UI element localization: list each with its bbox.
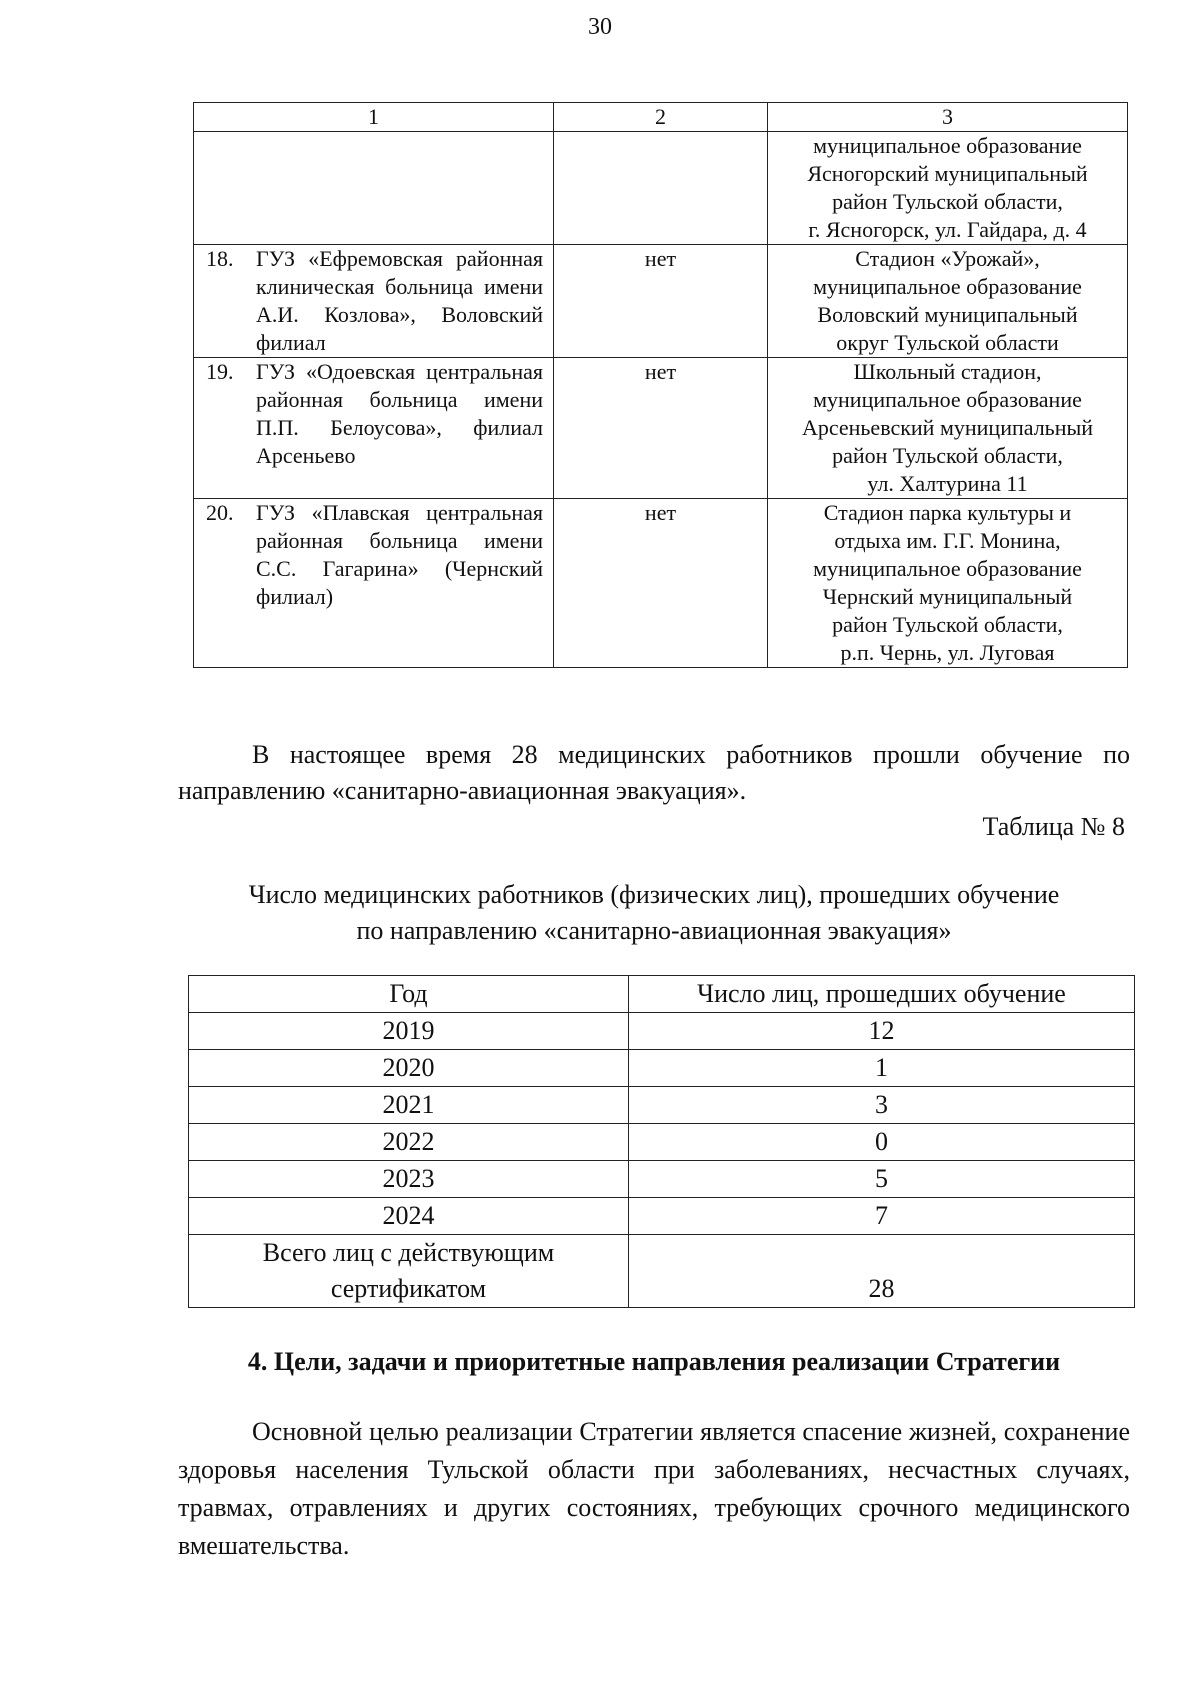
row-number: 18. (206, 246, 234, 271)
table-row (189, 1198, 1135, 1235)
address-line: Воловский муниципальный (817, 302, 1078, 327)
address-line: округ Тульской области (836, 330, 1059, 355)
page-number: 30 (588, 14, 612, 40)
address-line: муниципальное образование (813, 274, 1082, 299)
address-line: р.п. Чернь, ул. Луговая (840, 640, 1055, 665)
organization-name: ГУЗ «Одоевская центральная районная больница имени П.П. Белоусова», филиал Арсеньево (256, 359, 543, 468)
address-line: Школьный стадион, (853, 359, 1042, 384)
total-label-line: Всего лиц с действующим (262, 1238, 555, 1267)
column-header-year: Год (189, 976, 629, 1013)
column-number-2: 2 (554, 103, 768, 132)
count-cell: 7 (629, 1198, 1135, 1235)
total-label-cell (189, 1235, 629, 1308)
table-row (189, 1087, 1135, 1124)
availability-cell: нет (554, 358, 768, 499)
section-heading: 4. Цели, задачи и приоритетные направления реализации Стратегии (247, 1347, 1061, 1376)
table-caption-line: по направлению «санитарно-авиационная эвакуация» (356, 916, 952, 945)
count-cell: 12 (629, 1013, 1135, 1050)
table-header-row (194, 103, 1128, 132)
address-line: Стадион «Урожай», (855, 246, 1040, 271)
address-cell (768, 358, 1128, 499)
address-line: район Тульской области, (832, 189, 1063, 214)
total-count-cell: 28 (629, 1235, 1135, 1308)
address-line: район Тульской области, (832, 612, 1063, 637)
address-line: муниципальное образование (813, 133, 1082, 158)
availability-cell: нет (554, 245, 768, 358)
locations-table-continued (193, 102, 1128, 668)
column-number-3: 3 (768, 103, 1128, 132)
year-cell: 2019 (189, 1013, 629, 1050)
address-cell (768, 132, 1128, 245)
table-row (194, 358, 1128, 499)
table-header-row (189, 976, 1135, 1013)
address-cell (768, 245, 1128, 358)
table-row (194, 499, 1128, 668)
address-line: Чернский муниципальный (822, 584, 1073, 609)
org-cell (194, 245, 554, 358)
training-stats-table (188, 975, 1135, 1308)
table-caption-line: Число медицинских работников (физических лиц), прошедших обучение (248, 880, 1060, 909)
address-cell (768, 499, 1128, 668)
table-row (189, 1013, 1135, 1050)
table-row (189, 1161, 1135, 1198)
address-line: район Тульской области, (832, 443, 1063, 468)
year-cell: 2024 (189, 1198, 629, 1235)
table-caption (178, 877, 1130, 949)
count-cell: 5 (629, 1161, 1135, 1198)
goal-paragraph (178, 1413, 1130, 1565)
address-line: муниципальное образование (813, 387, 1082, 412)
year-cell: 2022 (189, 1124, 629, 1161)
address-line: Арсеньевский муниципальный (801, 415, 1094, 440)
table-row (194, 245, 1128, 358)
availability-cell (554, 132, 768, 245)
column-number-1: 1 (194, 103, 554, 132)
address-line: Стадион парка культуры и (823, 500, 1072, 525)
address-line: отдыха им. Г.Г. Монина, (834, 528, 1061, 553)
year-cell: 2020 (189, 1050, 629, 1087)
address-line: Ясногорский муниципальный (807, 161, 1088, 186)
training-paragraph (178, 737, 1130, 809)
year-cell: 2021 (189, 1087, 629, 1124)
table-number-label: Таблица № 8 (982, 812, 1125, 841)
count-cell: 3 (629, 1087, 1135, 1124)
organization-name: ГУЗ «Плавская центральная районная больница имени С.С. Гагарина» (Чернский филиал) (256, 500, 543, 609)
organization-name: ГУЗ «Ефремовская районная клиническая больница имени А.И. Козлова», Воловский филиал (256, 246, 543, 355)
table-row (189, 1050, 1135, 1087)
org-cell (194, 499, 554, 668)
year-cell: 2023 (189, 1161, 629, 1198)
row-number: 19. (206, 359, 234, 384)
count-cell: 0 (629, 1124, 1135, 1161)
table-row (194, 132, 1128, 245)
count-cell: 1 (629, 1050, 1135, 1087)
goal-paragraph-text: Основной целью реализации Стратегии является спасение жизней, сохранение здоровья населения Тульской области при заболеваниях, несчастных случаях, травмах, отравлениях и других состояниях, требующих срочного медицинского вмешательства. (178, 1417, 1130, 1560)
total-label-line: сертификатом (330, 1274, 487, 1303)
table-total-row (189, 1235, 1135, 1308)
availability-cell: нет (554, 499, 768, 668)
address-line: муниципальное образование (813, 556, 1082, 581)
org-cell (194, 358, 554, 499)
address-line: г. Ясногорск, ул. Гайдара, д. 4 (808, 217, 1087, 242)
table-row (189, 1124, 1135, 1161)
column-header-count: Число лиц, прошедших обучение (629, 976, 1135, 1013)
row-number: 20. (206, 500, 234, 525)
training-paragraph-text: В настоящее время 28 медицинских работников прошли обучение по направлению «санитарно-авиационная эвакуация». (178, 740, 1130, 805)
org-cell (194, 132, 554, 245)
address-line: ул. Халтурина 11 (867, 471, 1028, 496)
